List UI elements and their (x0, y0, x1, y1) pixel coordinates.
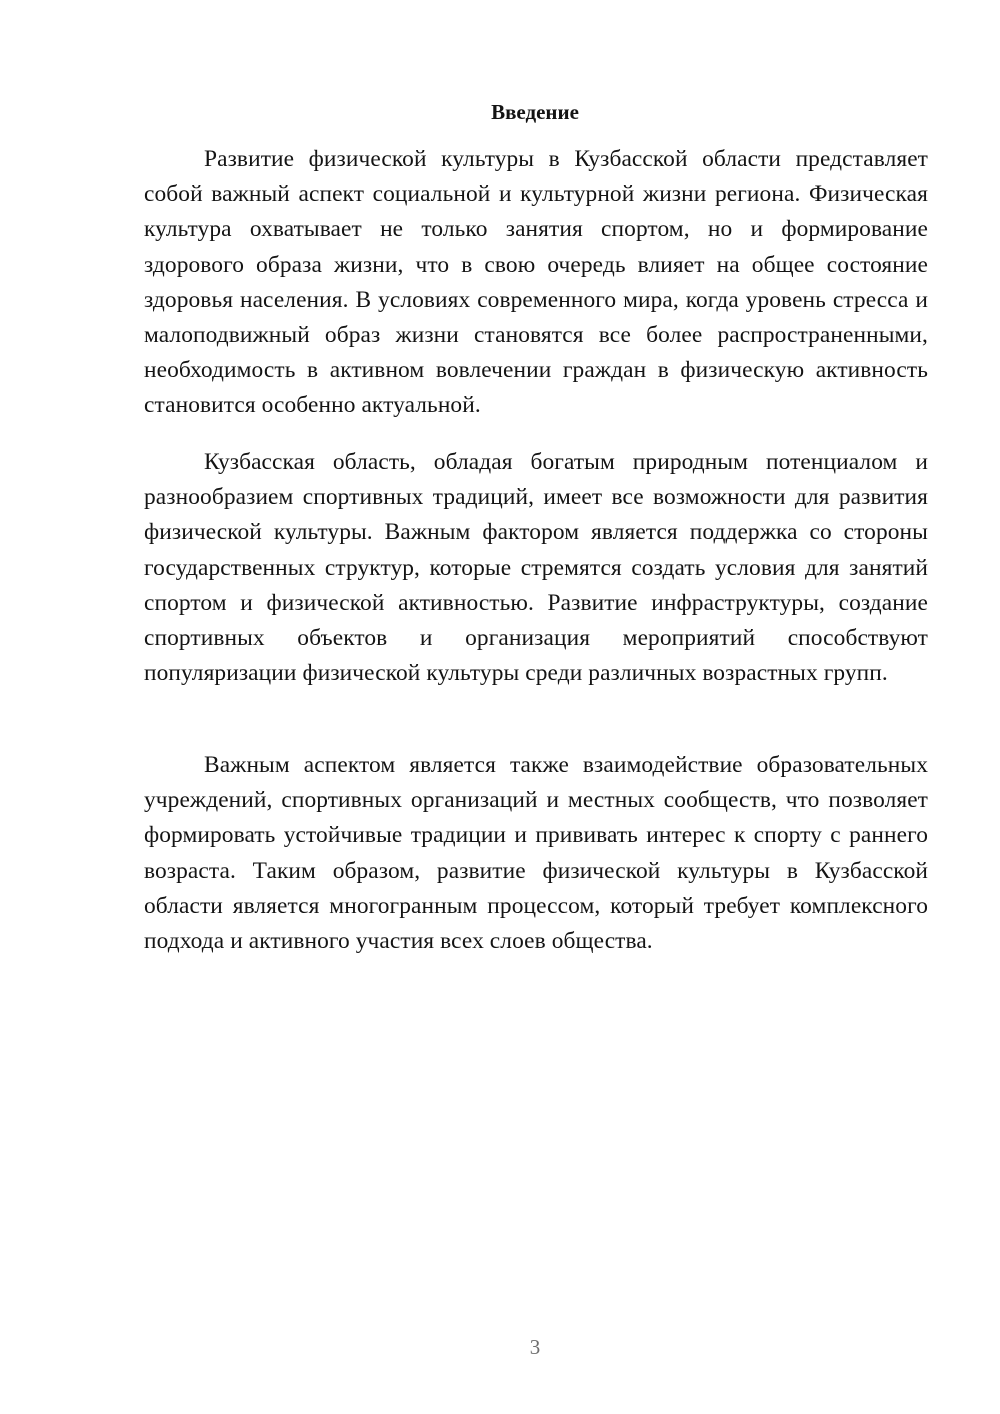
paragraph-1: Развитие физической культуры в Кузбасской области представляет собой важный аспект социальной и культурной жизни региона. Физическая культура охватывает не только занятия спортом, но и формирование здорового образа жизни, что в свою очередь влияет на общее состояние здоровья населения. В условиях современного мира, когда уровень стресса и малоподвижный образ жизни становятся все более распространенными, необходимость в активном вовлечении граждан в физическую активность становится особенно актуальной. (144, 146, 928, 419)
paragraph-2: Кузбасская область, обладая богатым природным потенциалом и разнообразием спортивных традиций, имеет все возможности для развития физической культуры. Важным фактором является поддержка со стороны государственных структур, которые стремятся создать условия для занятий спортом и физической активностью. Развитие инфраструктуры, создание спортивных объектов и организация мероприятий способствуют популяризации физической культуры среди различных возрастных групп. (144, 449, 928, 687)
page-number: 3 (529, 1335, 541, 1359)
paragraph-3: Важным аспектом является также взаимодействие образовательных учреждений, спортивных организаций и местных сообществ, что позволяет формировать устойчивые традиции и прививать интерес к спорту с раннего возраста. Таким образом, развитие физической культуры в Кузбасской области является многогранным процессом, который требует комплексного подхода и активного участия всех слоев общества. (144, 752, 928, 955)
section-heading: Введение (491, 100, 579, 124)
